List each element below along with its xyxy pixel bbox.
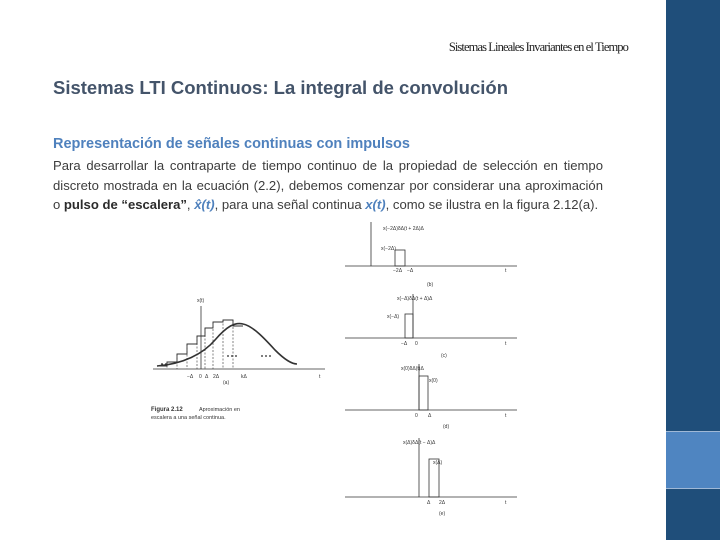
panel-c-tag: (c) [441,353,447,359]
body-paragraph [53,156,603,215]
panel-c-label-val: x(−Δ) [387,314,400,320]
panel-e-tag: (e) [439,511,446,517]
panel-d-label-val: x(0) [429,378,438,384]
panel-d-axis-end: t [505,413,507,419]
paragraph-signal-x: x(t) [365,197,386,212]
paragraph-text: , para una señal continua [214,197,366,212]
panel-a-x-label: Δ [205,374,209,380]
panel-e-label-top: x(Δ)δΔ(t − Δ)Δ [403,440,436,446]
figure-caption-label: Figura 2.12 [151,407,183,413]
panel-a [153,306,325,369]
paragraph-text: Para desarrollar la contraparte de tiempo continuo de la propiedad de selección en tiempo discreto mostrada en la ecuación (2.2), debemos comenzar por considerar una aproximación o [53,158,603,212]
panel-d-label-top: x(0)δΔ(t)Δ [401,366,424,372]
header-title: Sistemas Lineales Invariantes en el Tiempo [448,40,628,54]
panel-e-x-label: 2Δ [439,500,446,506]
panel-e [345,438,517,497]
figure-caption-text: Aproximación en [199,407,240,413]
slide-subtitle: Representación de señales continuas con impulsos [53,136,410,152]
panel-e-x-label: Δ [427,500,431,506]
panel-b-tag: (b) [427,282,434,288]
panel-c-x-label: 0 [415,341,418,347]
figure-caption-text: escalera a una señal continua. [151,415,226,421]
panel-a-x-label: −Δ [187,374,194,380]
panel-b-axis-end: t [505,268,507,274]
panel-d-x-label: 0 [415,413,418,419]
paragraph-text: , como se ilustra en la figura 2.12(a). [385,197,599,212]
panel-a-x-label: kΔ [241,374,247,380]
panel-d-tag: (d) [443,424,450,430]
panel-b-label-top: x(−2Δ)δΔ(t + 2Δ)Δ [383,226,424,232]
panel-b-label-val: x(−2Δ) [381,246,396,252]
sidebar-divider [666,488,720,489]
paragraph-text: , [186,197,195,212]
panel-a-tag: (a) [223,380,230,386]
figure-2-12 [143,214,517,524]
panel-b-x-label: −2Δ [393,268,403,274]
figure-graphic [143,214,517,524]
panel-a-x-label: 2Δ [213,374,220,380]
paragraph-bold-term: pulso de “escalera” [63,197,187,212]
panel-a-x-label: 0 [199,374,202,380]
panel-d-x-label: Δ [428,413,432,419]
panel-d [345,364,517,410]
panel-b-x-label: −Δ [407,268,414,274]
slide-title: Sistemas LTI Continuos: La integral de convolución [53,77,509,98]
sidebar-accent-block [666,432,720,488]
panel-e-axis-end: t [505,500,507,506]
panel-e-label-val: x(Δ) [433,460,443,466]
panel-c-x-label: −Δ [401,341,408,347]
panel-c-axis-end: t [505,341,507,347]
panel-c-label-top: x(−Δ)δΔ(t + Δ)Δ [397,296,433,302]
panel-a-y-label: x(t) [197,298,205,304]
panel-a-axis-end: t [319,374,321,380]
panel-b [345,222,517,266]
paragraph-signal-symbol: x̂(t) [194,197,215,212]
